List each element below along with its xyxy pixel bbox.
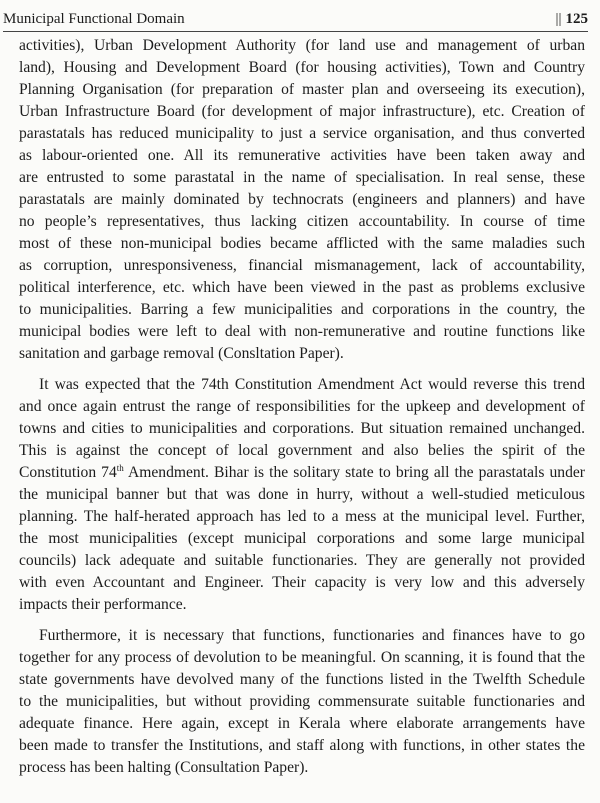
text-line: sanitation and garbage removal (Consltation Paper). (19, 345, 344, 362)
text-line: together for any process of devolution to be meaningful. On scanning, it is found that the (19, 649, 585, 666)
text-line: towns and cities to municipalities and corporations. But situation remained unchanged. (19, 420, 585, 437)
text-line: Urban Infrastructure Board (for development of major infrastructure), etc. Creation of (19, 103, 585, 120)
text-line: the most municipalities (except municipal corporations and some large municipal (19, 530, 585, 547)
paragraph (19, 374, 585, 616)
text-line: are entrusted to some parastatal in the name of specialisation. In real sense, these (19, 169, 585, 186)
text-line (19, 462, 585, 484)
text-line: no people’s representatives, thus lacking citizen accountability. In course of time (19, 213, 585, 230)
text-line: planning. The half-herated approach has led to a mess at the municipal level. Further, (19, 508, 585, 525)
text-line: councils) lack adequate and suitable functionaries. They are generally not provided (19, 552, 585, 569)
page-number-block (555, 11, 588, 28)
text-line: as corruption, unresponsiveness, financial mismanagement, lack of accountability, (19, 257, 585, 274)
text-line: activities), Urban Development Authority (for land use and management of urban (19, 37, 585, 54)
paragraph (19, 625, 585, 779)
running-header (3, 6, 588, 32)
text-line: It was expected that the 74th Constitution Amendment Act would reverse this trend (39, 376, 585, 393)
text-line: Furthermore, it is necessary that functions, functionaries and finances have to go (39, 627, 585, 644)
separator: || (555, 11, 562, 27)
text-line: with even Accountant and Engineer. Their capacity is very low and this adversely (19, 574, 585, 591)
text-line: been made to transfer the Institutions, and staff along with functions, in other states the (19, 737, 585, 754)
text-line: impacts their performance. (19, 596, 187, 613)
text-line: municipal bodies were left to deal with non-remunerative and routine functions like (19, 323, 585, 340)
text-line: land), Housing and Development Board (for housing activities), Town and Country (19, 59, 585, 76)
text-line: process has been halting (Consultation Paper). (19, 759, 309, 776)
text-line: most of these non-municipal bodies became afflicted with the same maladies such (19, 235, 585, 252)
page-body (19, 35, 585, 788)
text-line: state governments have devolved many of the functions listed in the Twelfth Schedule (19, 671, 585, 688)
text-line: political interference, etc. which have been viewed in the past as problems exclusive (19, 279, 585, 296)
text-line: and once again entrust the range of responsibilities for the upkeep and development of (19, 398, 585, 415)
text-fragment: th (116, 462, 124, 473)
text-line: the municipal banner but that was done in hurry, without a well-studied meticulous (19, 486, 585, 503)
chapter-title: Municipal Functional Domain (3, 11, 185, 27)
text-line: parastatals are mainly dominated by technocrats (engineers and planners) and have (19, 191, 585, 208)
text-line: to municipalities. Barring a few municipalities and corporations in the country, the (19, 301, 585, 318)
text-line: parastatals has reduced municipality to just a service organisation, and thus converted (19, 125, 585, 142)
text-line: to the municipalities, but without providing commensurate suitable functionaries and (19, 693, 585, 710)
text-line: This is against the concept of local government and also belies the spirit of the (19, 442, 585, 459)
text-line: Planning Organisation (for preparation of master plan and overseeing its execution), (19, 81, 585, 98)
text-fragment: Constitution 74 (19, 464, 117, 481)
text-line: as labour-oriented one. All its remunerative activities have been taken away and (19, 147, 585, 164)
text-fragment: Amendment. Bihar is the solitary state to bring all the parastatals under (123, 464, 585, 481)
page-number: 125 (565, 11, 588, 27)
text-line: adequate finance. Here again, except in Kerala where elaborate arrangements have (19, 715, 585, 732)
paragraph (19, 35, 585, 365)
